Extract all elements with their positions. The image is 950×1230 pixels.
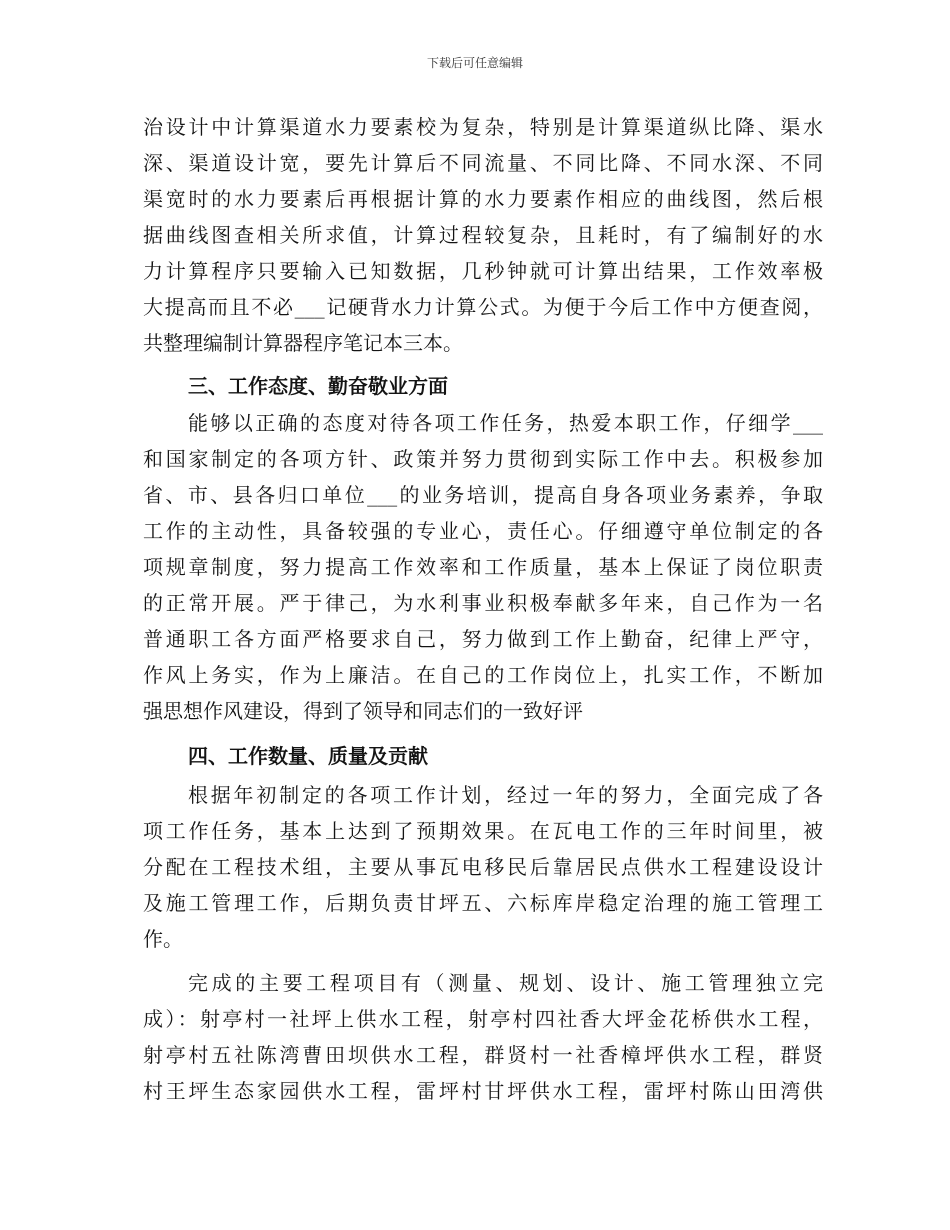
section-heading-3: 三、工作态度、勤奋敬业方面 [188,374,448,398]
text-line: 项工作任务，基本上达到了预期效果。在瓦电工作的三年时间里，被 [143,819,823,843]
text-line: 项规章制度，努力提高工作效率和工作质量，基本上保证了岗位职责 [143,555,823,579]
page-header: 下载后可任意编辑 [426,56,523,70]
text-line: 力计算程序只要输入已知数据，几秒钟就可计算出结果，工作效率极 [143,259,823,283]
text-line: 深、渠道设计宽，要先计算后不同流量、不同比降、不同水深、不同 [143,151,823,175]
text-line: 治设计中计算渠道水力要素校为复杂，特别是计算渠道纵比降、渠水 [143,115,823,139]
text-line: 完成的主要工程项目有（测量、规划、设计、施工管理独立完 [188,971,823,995]
text-line: 省、市、县各归口单位___的业务培训，提高自身各项业务素养，争取 [143,483,823,507]
text-line: 大提高而且不必___记硬背水力计算公式。为便于今后工作中方便查阅， [143,295,823,319]
text-line: 渠宽时的水力要素后再根据计算的水力要素作相应的曲线图，然后根 [143,187,823,211]
text-line: 及施工管理工作，后期负责甘坪五、六标库岸稳定治理的施工管理工 [143,891,823,915]
text-line: 根据年初制定的各项工作计划，经过一年的努力，全面完成了各 [188,783,823,807]
text-line: 和国家制定的各项方针、政策并努力贯彻到实际工作中去。积极参加 [143,447,823,471]
text-line: 作。 [143,927,183,951]
text-line: 能够以正确的态度对待各项工作任务，热爱本职工作，仔细学___ [188,411,823,435]
text-line: 射亭村五社陈湾曹田坝供水工程，群贤村一社香樟坪供水工程，群贤 [143,1043,823,1067]
text-line: 成）：射亭村一社坪上供水工程，射亭村四社香大坪金花桥供水工程， [143,1007,823,1031]
text-line: 强思想作风建设，得到了领导和同志们的一致好评 [143,699,583,723]
text-line: 普通职工各方面严格要求自己，努力做到工作上勤奋，纪律上严守， [143,627,823,651]
text-line: 的正常开展。严于律己，为水利事业积极奉献多年来，自己作为一名 [143,591,823,615]
section-heading-4: 四、工作数量、质量及贡献 [188,744,428,768]
text-line: 分配在工程技术组，主要从事瓦电移民后靠居民点供水工程建设设计 [143,855,823,879]
text-line: 据曲线图查相关所求值，计算过程较复杂，且耗时，有了编制好的水 [143,223,823,247]
text-line: 村王坪生态家园供水工程，雷坪村甘坪供水工程，雷坪村陈山田湾供 [143,1079,823,1103]
text-line: 工作的主动性，具备较强的专业心，责任心。仔细遵守单位制定的各 [143,519,823,543]
text-line: 作风上务实，作为上廉洁。在自己的工作岗位上，扎实工作，不断加 [143,663,823,687]
text-line: 共整理编制计算器程序笔记本三本。 [143,331,463,355]
